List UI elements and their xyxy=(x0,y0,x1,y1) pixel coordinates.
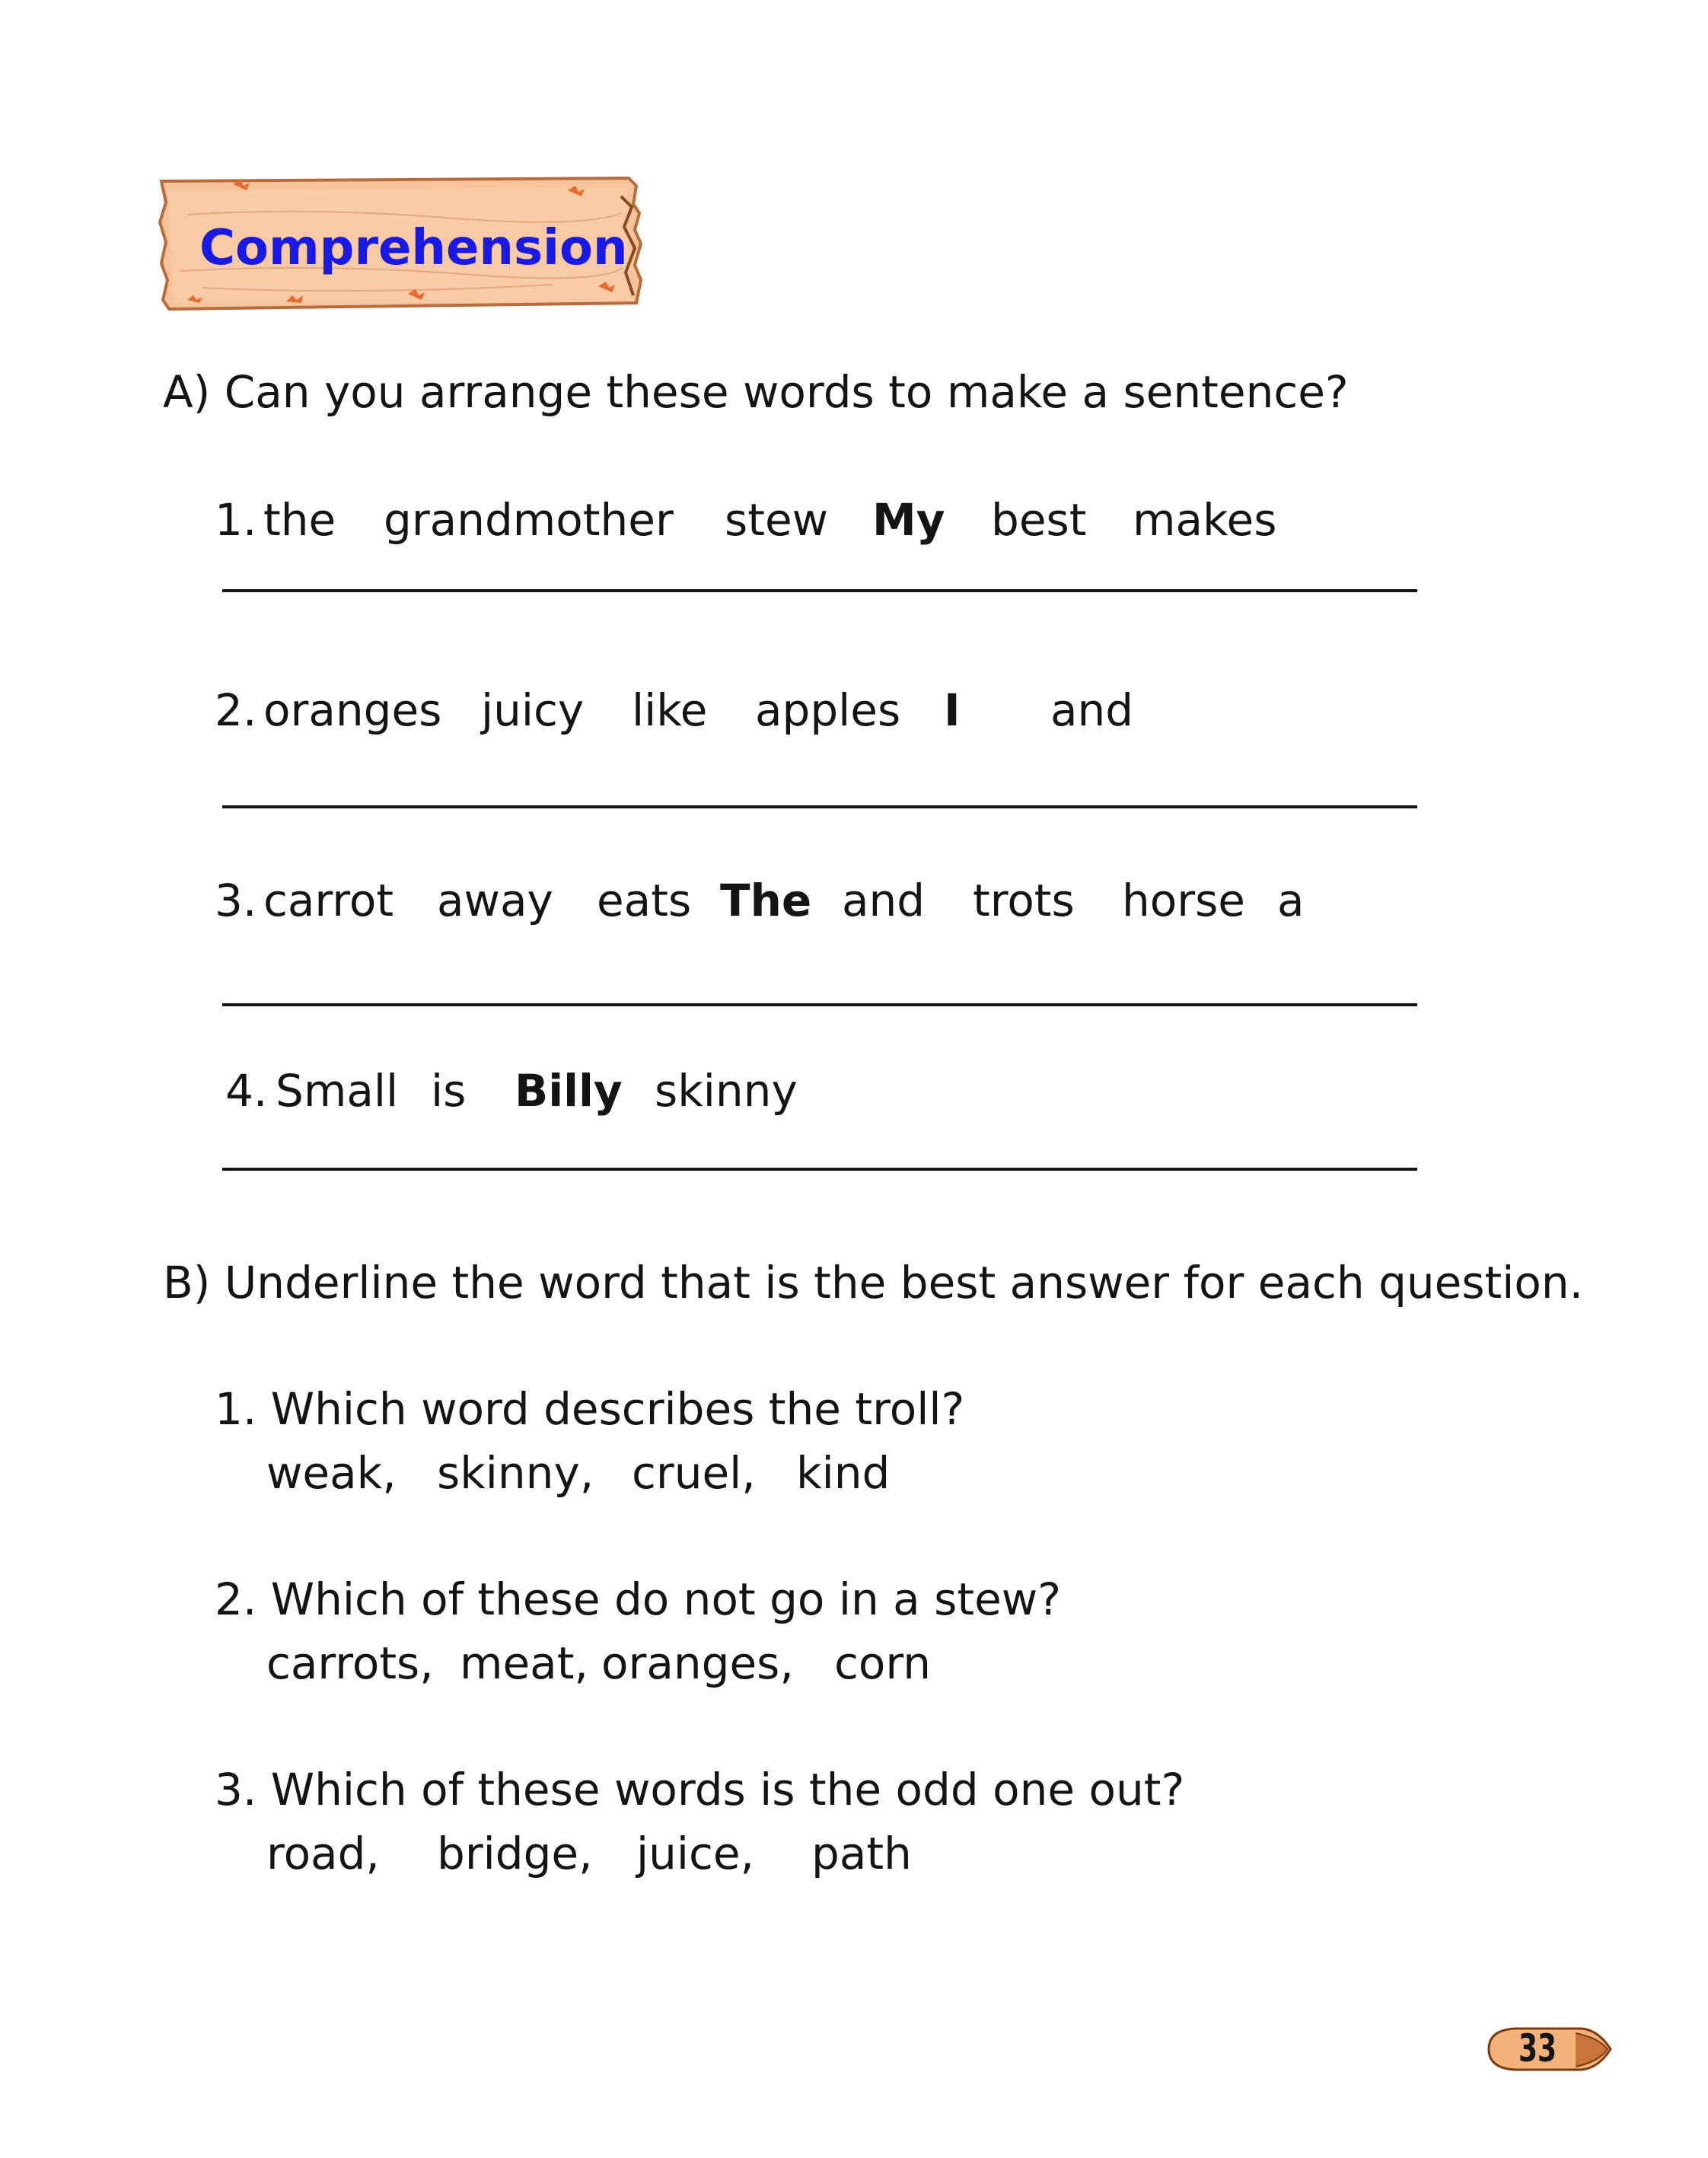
a1-word: stew xyxy=(725,494,829,546)
a3-word-capitalized: The xyxy=(720,875,812,926)
a3-word: carrot xyxy=(263,875,394,926)
a3-word: away xyxy=(437,875,553,926)
a1-answer-line[interactable] xyxy=(222,589,1417,592)
section-b-instruction: B) Underline the word that is the best answer for each question. xyxy=(163,1257,1584,1309)
b3-option[interactable]: juice, xyxy=(636,1828,754,1879)
a3-word: and xyxy=(842,875,926,926)
a3-word: trots xyxy=(973,875,1075,926)
a3-number: 3. xyxy=(215,875,257,926)
a3-word: eats xyxy=(597,875,692,926)
a1-word: grandmother xyxy=(384,494,674,546)
b2-option[interactable]: meat, xyxy=(460,1637,588,1689)
a3-word: horse xyxy=(1122,875,1245,926)
b1-question: 1. Which word describes the troll? xyxy=(215,1383,965,1435)
a2-word-capitalized: I xyxy=(944,684,961,736)
a4-word-capitalized: Billy xyxy=(515,1065,623,1117)
a4-word: Small xyxy=(276,1065,399,1117)
a2-word: and xyxy=(1050,684,1134,736)
a2-word: juicy xyxy=(481,684,585,736)
a4-word: is xyxy=(431,1065,467,1117)
b2-option[interactable]: corn xyxy=(834,1637,931,1689)
b2-question: 2. Which of these do not go in a stew? xyxy=(215,1573,1061,1625)
a1-word: makes xyxy=(1133,494,1277,546)
a2-word: like xyxy=(632,684,708,736)
a2-word: apples xyxy=(755,684,901,736)
a2-word: oranges xyxy=(263,684,442,736)
a3-word: a xyxy=(1277,875,1305,926)
b3-option[interactable]: road, xyxy=(266,1828,380,1879)
b2-option[interactable]: oranges, xyxy=(601,1637,794,1689)
a1-word: best xyxy=(991,494,1087,546)
b1-option[interactable]: kind xyxy=(796,1447,891,1499)
b2-option[interactable]: carrots, xyxy=(266,1637,434,1689)
b3-option[interactable]: bridge, xyxy=(437,1828,593,1879)
section-a-instruction: A) Can you arrange these words to make a sentence? xyxy=(163,366,1349,418)
a2-number: 2. xyxy=(215,684,257,736)
a1-word: the xyxy=(263,494,336,546)
a4-word: skinny xyxy=(655,1065,798,1117)
a4-number: 4. xyxy=(225,1065,268,1117)
a1-word-capitalized: My xyxy=(872,494,945,546)
a3-answer-line[interactable] xyxy=(222,1003,1417,1006)
b3-option[interactable]: path xyxy=(811,1828,912,1879)
section-title: Comprehension xyxy=(199,220,628,276)
page-number: 33 xyxy=(1518,2026,1557,2070)
a2-answer-line[interactable] xyxy=(222,805,1417,808)
a1-number: 1. xyxy=(215,494,257,546)
a4-answer-line[interactable] xyxy=(222,1168,1417,1171)
b3-question: 3. Which of these words is the odd one out? xyxy=(215,1764,1185,1815)
b1-option[interactable]: weak, xyxy=(266,1447,397,1499)
b1-option[interactable]: skinny, xyxy=(437,1447,594,1499)
b1-option[interactable]: cruel, xyxy=(632,1447,756,1499)
